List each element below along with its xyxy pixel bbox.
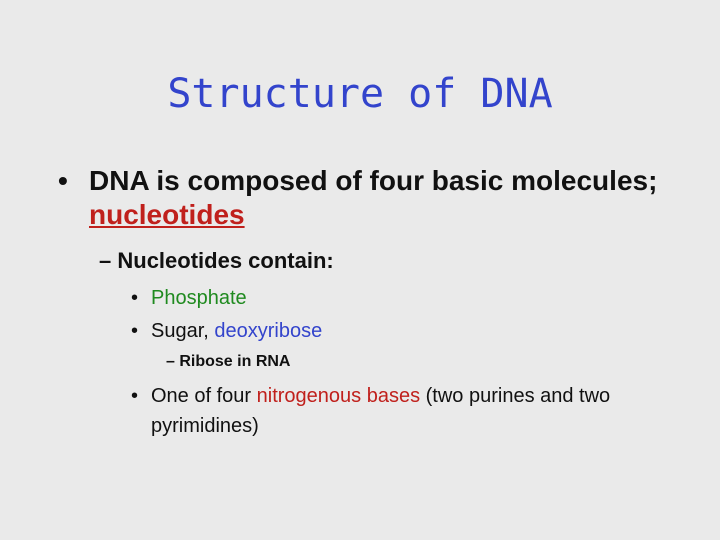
- item-phosphate: [131, 283, 691, 313]
- bases-suffix: (two purines and two pyrimidines): [151, 385, 611, 437]
- bullet-text: [89, 164, 678, 232]
- bases-text: [151, 381, 691, 441]
- bullet-marker: •: [131, 287, 139, 309]
- dash-marker: –: [166, 353, 175, 370]
- slide-title: Structure of DNA: [167, 71, 553, 117]
- nucleotides-highlight: nucleotides: [89, 199, 245, 230]
- item-nitrogenous-bases: [131, 381, 691, 441]
- phosphate-text: Phosphate: [151, 287, 247, 309]
- item-sugar: [131, 316, 691, 346]
- bases-prefix: One of four: [151, 385, 257, 407]
- sub-item-ribose: [166, 351, 290, 373]
- bullet-dna-composition: [58, 164, 678, 232]
- bullet-marker: •: [58, 165, 68, 196]
- sugar-prefix: Sugar,: [151, 320, 215, 342]
- dash-marker: –: [99, 248, 112, 273]
- bullet-marker: •: [131, 320, 139, 342]
- bullet-text-main: DNA is composed of four basic molecules;: [89, 165, 658, 196]
- sub-bullet-text: Nucleotides contain:: [117, 248, 334, 273]
- nitrogenous-bases-highlight: nitrogenous bases: [256, 385, 421, 407]
- bullet-marker: •: [131, 385, 139, 407]
- ribose-text: Ribose in RNA: [179, 353, 291, 370]
- sub-bullet-nucleotides-contain: [99, 247, 334, 275]
- sugar-text: [151, 316, 691, 346]
- deoxyribose-highlight: deoxyribose: [214, 320, 323, 342]
